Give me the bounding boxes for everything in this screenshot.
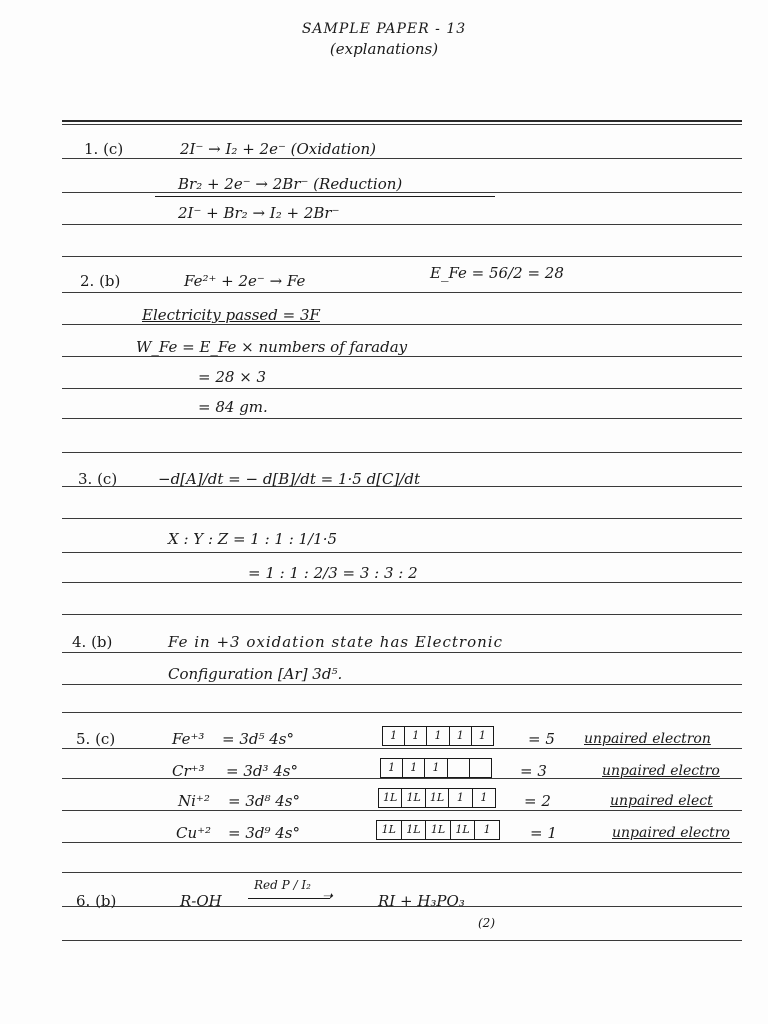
ruled-line bbox=[62, 256, 742, 257]
orbital: 1 bbox=[425, 759, 447, 777]
orbital: 1 bbox=[383, 727, 405, 745]
configuration: = 3d⁵ 4s° bbox=[222, 730, 295, 748]
orbital: 1 bbox=[381, 759, 403, 777]
ruled-line bbox=[62, 324, 742, 325]
q1-net: 2I⁻ + Br₂ → I₂ + 2Br⁻ bbox=[178, 204, 340, 222]
q3-label: 3. (c) bbox=[78, 470, 118, 488]
ruled-line bbox=[62, 158, 742, 159]
orbital: 1L bbox=[451, 821, 476, 839]
ruled-line bbox=[62, 810, 742, 811]
q6-label: 6. (b) bbox=[76, 892, 117, 910]
ruled-line bbox=[62, 418, 742, 419]
reaction-arrow bbox=[248, 898, 330, 899]
ruled-line bbox=[62, 452, 742, 453]
orbital bbox=[448, 759, 470, 777]
ruled-line bbox=[62, 356, 742, 357]
ruled-line bbox=[62, 124, 742, 125]
orbital: 1L bbox=[379, 789, 402, 807]
ruled-line bbox=[62, 712, 742, 713]
q6-reagent: Red P / I₂ bbox=[254, 878, 311, 892]
orbital bbox=[470, 759, 491, 777]
q3-rate: −d[A]/dt = − d[B]/dt = 1·5 d[C]/dt bbox=[158, 470, 421, 488]
q1-label: 1. (c) bbox=[84, 140, 124, 158]
orbital-box bbox=[378, 788, 496, 808]
ruled-line bbox=[62, 224, 742, 225]
orbital: 1 bbox=[480, 791, 488, 804]
orbital: 1L bbox=[426, 821, 451, 839]
unpaired-desc: unpaired elect bbox=[610, 793, 713, 809]
ion: Fe⁺³ bbox=[172, 730, 205, 748]
ion: Ni⁺² bbox=[178, 792, 210, 810]
ruled-line bbox=[62, 842, 742, 843]
ruled-line bbox=[62, 582, 742, 583]
q2-label: 2. (b) bbox=[80, 272, 121, 290]
q6-products: RI + H₃PO₃ bbox=[378, 892, 465, 910]
ruled-line bbox=[62, 940, 742, 941]
orbital: 1 bbox=[449, 789, 472, 807]
orbital: 1 bbox=[405, 727, 427, 745]
unpaired-count: = 2 bbox=[524, 792, 551, 810]
q2-electricity: Electricity passed = 3F bbox=[142, 306, 320, 324]
orbital: 1L bbox=[377, 821, 402, 839]
q1-reduction: Br₂ + 2e⁻ → 2Br⁻ (Reduction) bbox=[178, 175, 403, 193]
q4-label: 4. (b) bbox=[72, 633, 113, 651]
ruled-line bbox=[62, 684, 742, 685]
q3-ratio: X : Y : Z = 1 : 1 : 1/1·5 bbox=[168, 530, 338, 548]
orbital-box bbox=[376, 820, 500, 840]
orbital: 1 bbox=[478, 729, 486, 742]
q4-statement: Fe in +3 oxidation state has Electronic bbox=[168, 633, 503, 651]
ruled-line bbox=[62, 120, 742, 122]
ion: Cu⁺² bbox=[176, 824, 212, 842]
configuration: = 3d³ 4s° bbox=[226, 762, 299, 780]
q6-reactant: R-OH bbox=[180, 892, 222, 910]
unpaired-desc: unpaired electron bbox=[584, 731, 711, 747]
q2-step: = 28 × 3 bbox=[198, 368, 267, 386]
orbital: 1 bbox=[427, 727, 449, 745]
orbital: 1 bbox=[403, 759, 425, 777]
ruled-line bbox=[62, 748, 742, 749]
orbital: 1L bbox=[402, 821, 427, 839]
q5-label: 5. (c) bbox=[76, 730, 116, 748]
arrow-head-icon: ➝ bbox=[322, 889, 333, 904]
orbital-box bbox=[380, 758, 492, 778]
unpaired-desc: unpaired electro bbox=[602, 763, 720, 779]
q2-result: = 84 gm. bbox=[198, 398, 268, 416]
ruled-line bbox=[62, 552, 742, 553]
orbital-box bbox=[382, 726, 494, 746]
q4-configuration: Configuration [Ar] 3d⁵. bbox=[168, 665, 343, 683]
unpaired-count: = 3 bbox=[520, 762, 547, 780]
ruled-line bbox=[62, 614, 742, 615]
unpaired-count: = 5 bbox=[528, 730, 555, 748]
sum-line bbox=[155, 196, 495, 197]
configuration: = 3d⁹ 4s° bbox=[228, 824, 301, 842]
page-subtitle: (explanations) bbox=[329, 40, 439, 58]
unpaired-desc: unpaired electro bbox=[612, 825, 730, 841]
q1-oxidation: 2I⁻ → I₂ + 2e⁻ (Oxidation) bbox=[180, 140, 376, 158]
ruled-line bbox=[62, 292, 742, 293]
unpaired-count: = 1 bbox=[530, 824, 557, 842]
q2-weight: W_Fe = E_Fe × numbers of faraday bbox=[136, 338, 408, 356]
ion: Cr⁺³ bbox=[172, 762, 205, 780]
q2-equation: Fe²⁺ + 2e⁻ → Fe bbox=[184, 272, 306, 290]
ruled-line bbox=[62, 652, 742, 653]
ruled-line bbox=[62, 388, 742, 389]
orbital: 1L bbox=[402, 789, 425, 807]
ruled-line bbox=[62, 518, 742, 519]
q6-note: (2) bbox=[478, 916, 495, 930]
page-title: SAMPLE PAPER - 13 bbox=[301, 21, 467, 37]
ruled-line bbox=[62, 872, 742, 873]
configuration: = 3d⁸ 4s° bbox=[228, 792, 301, 810]
orbital: 1L bbox=[426, 789, 449, 807]
q3-ratio-simplified: = 1 : 1 : 2/3 = 3 : 3 : 2 bbox=[248, 564, 418, 582]
q2-equivalent: E_Fe = 56/2 = 28 bbox=[430, 264, 564, 282]
orbital: 1 bbox=[483, 823, 491, 836]
orbital: 1 bbox=[450, 727, 472, 745]
